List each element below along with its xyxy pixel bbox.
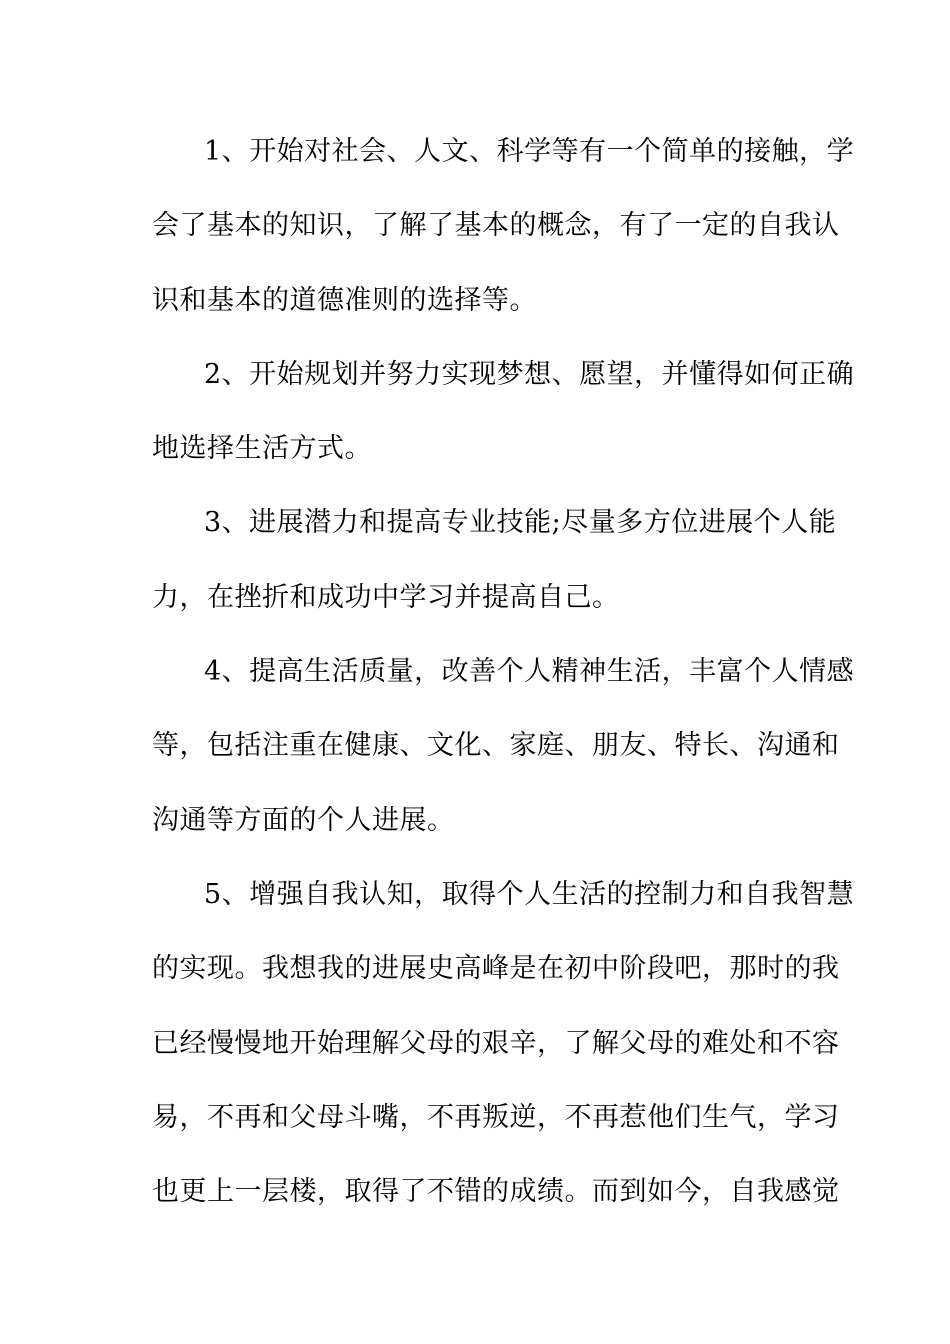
paragraph-4-line-1: 4、提高生活质量，改善个人精神生活，丰富个人情感: [204, 656, 855, 688]
paragraph-4-line-3: 沟通等方面的个人进展。: [152, 804, 455, 836]
paragraph-5-line-5: 也更上一层楼，取得了不错的成绩。而到如今，自我感觉: [152, 1176, 840, 1208]
paragraph-1-line-2: 会了基本的知识，了解了基本的概念，有了一定的自我认: [152, 210, 840, 242]
paragraph-3-line-2: 力，在挫折和成功中学习并提高自己。: [152, 581, 620, 613]
paragraph-5-line-1: 5、增强自我认知，取得个人生活的控制力和自我智慧: [204, 878, 855, 910]
paragraph-1-line-3: 识和基本的道德准则的选择等。: [152, 284, 537, 316]
paragraph-2-line-2: 地选择生活方式。: [152, 433, 372, 465]
paragraph-1-line-1: 1、开始对社会、人文、科学等有一个简单的接触，学: [204, 136, 855, 167]
paragraph-5-line-2: 的实现。我想我的进展史高峰是在初中阶段吧，那时的我: [152, 953, 840, 985]
paragraph-2-line-1: 2、开始规划并努力实现梦想、愿望，并懂得如何正确: [204, 358, 855, 390]
paragraph-3-line-1: 3、进展潜力和提高专业技能;尽量多方位进展个人能: [204, 507, 837, 539]
paragraph-4-line-2: 等，包括注重在健康、文化、家庭、朋友、特长、沟通和: [152, 730, 840, 762]
document-body: [152, 130, 855, 1244]
paragraph-5-line-3: 已经慢慢地开始理解父母的艰辛，了解父母的难处和不容: [152, 1027, 840, 1059]
paragraph-5-line-4: 易，不再和父母斗嘴，不再叛逆，不再惹他们生气，学习: [152, 1101, 840, 1133]
